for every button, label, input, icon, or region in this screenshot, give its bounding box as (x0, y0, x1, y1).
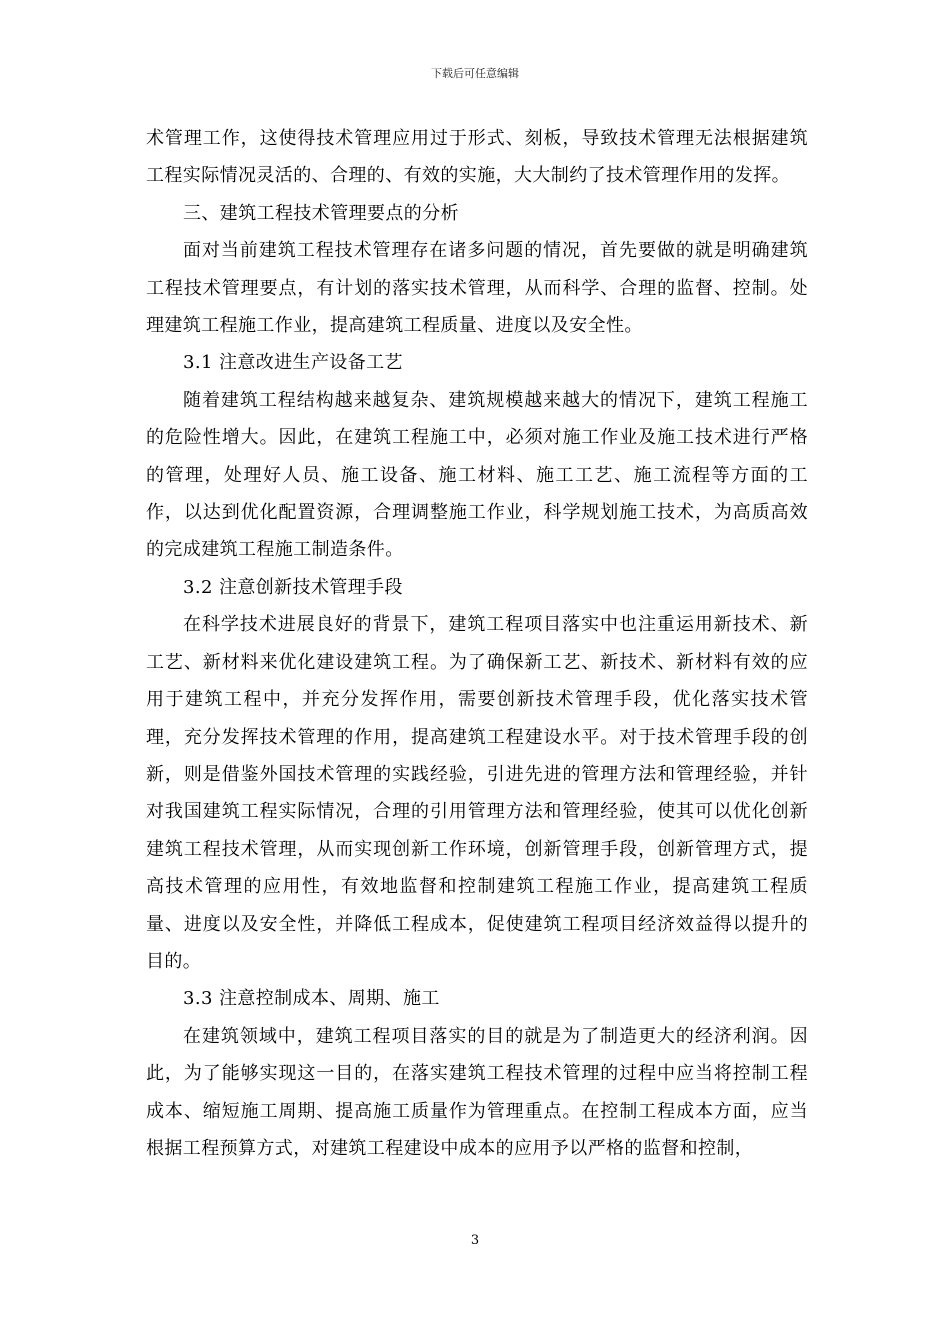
paragraph-3-3: 在建筑领域中，建筑工程项目落实的目的就是为了制造更大的经济利润。因此，为了能够实现这一目的，在落实建筑工程技术管理的过程中应当将控制工程成本、缩短施工周期、提高施工质量作为管理重点。在控制工程成本方面，应当根据工程预算方式，对建筑工程建设中成本的应用予以严格的监督和控制， (146, 1025, 808, 1159)
paragraph-3-2: 在科学技术进展良好的背景下，建筑工程项目落实中也注重运用新技术、新工艺、新材料来优化建设建筑工程。为了确保新工艺、新技术、新材料有效的应用于建筑工程中，并充分发挥作用，需要创新技术管理手段，优化落实技术管理，充分发挥技术管理的作用，提高建筑工程建设水平。对于技术管理手段的创新，则是借鉴外国技术管理的实践经验，引进先进的管理方法和管理经验，并针对我国建筑工程实际情况，合理的引用管理方法和管理经验，使其可以优化创新建筑工程技术管理，从而实现创新工作环境，创新管理手段，创新管理方式，提高技术管理的应用性，有效地监督和控制建筑工程施工作业，提高建筑工程质量、进度以及安全性，并降低工程成本，促使建筑工程项目经济效益得以提升的目的。 (146, 614, 808, 972)
document-body (146, 120, 808, 1167)
subsection-heading-3-1: 3.1 注意改进生产设备工艺 (183, 352, 403, 374)
subsection-heading-3-3: 3.3 注意控制成本、周期、施工 (183, 988, 440, 1010)
page-header: 下载后可任意编辑 (431, 67, 519, 80)
subsection-heading-3-2: 3.2 注意创新技术管理手段 (183, 576, 403, 598)
page-number: 3 (470, 1233, 480, 1248)
paragraph-continuation: 术管理工作，这使得技术管理应用过于形式、刻板，导致技术管理无法根据建筑工程实际情况灵活的、合理的、有效的实施，大大制约了技术管理作用的发挥。 (146, 128, 808, 187)
section-heading-3: 三、建筑工程技术管理要点的分析 (183, 202, 459, 224)
paragraph-3-1: 随着建筑工程结构越来越复杂、建筑规模越来越大的情况下，建筑工程施工的危险性增大。因此，在建筑工程施工中，必须对施工作业及施工技术进行严格的管理，处理好人员、施工设备、施工材料、施工工艺、施工流程等方面的工作，以达到优化配置资源，合理调整施工作业，科学规划施工技术，为高质高效的完成建筑工程施工制造条件。 (146, 389, 808, 561)
paragraph-section-intro: 面对当前建筑工程技术管理存在诸多问题的情况，首先要做的就是明确建筑工程技术管理要点，有计划的落实技术管理，从而科学、合理的监督、控制。处理建筑工程施工作业，提高建筑工程质量、进度以及安全性。 (146, 240, 808, 337)
